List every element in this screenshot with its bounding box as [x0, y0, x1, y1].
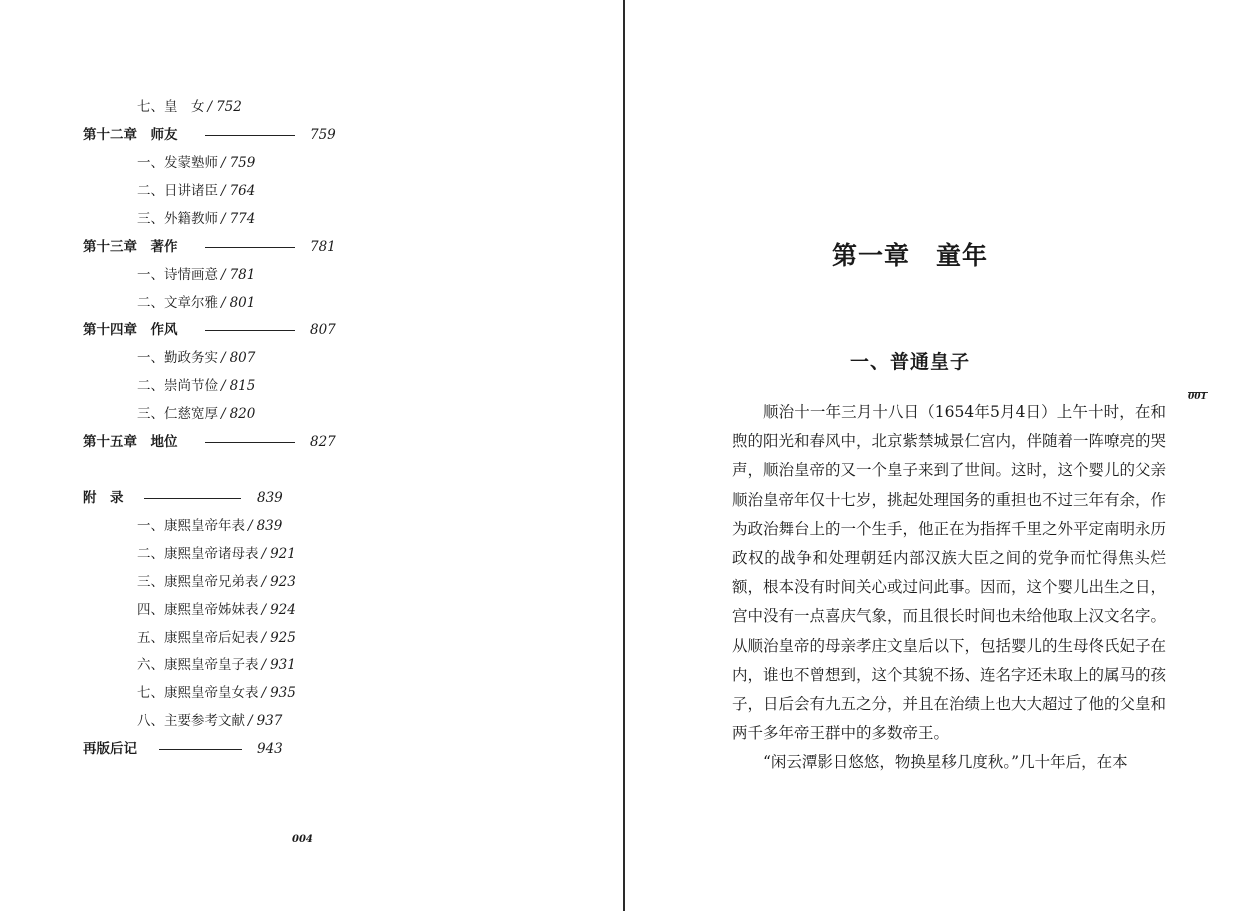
toc-section-label: 一、康熙皇帝年表	[137, 518, 245, 534]
toc-separator: /	[221, 183, 226, 199]
body-text	[732, 398, 1166, 778]
toc-page-number: 921	[270, 546, 296, 562]
toc-page-number: 839	[256, 518, 283, 534]
section-title: 一、普通皇子	[849, 351, 970, 373]
toc-section-label: 三、康熙皇帝兄弟表	[137, 574, 259, 590]
toc-page-number: 781	[310, 239, 336, 255]
toc-page-number: 937	[256, 713, 283, 729]
toc-separator: /	[207, 99, 213, 115]
toc-leader-line	[205, 330, 295, 331]
toc-section-entry	[137, 514, 282, 538]
toc-page-number: 807	[229, 350, 256, 366]
toc-leader-line	[159, 749, 242, 750]
toc-chapter-label: 附 录	[83, 490, 124, 506]
toc-page-number: 943	[257, 741, 283, 757]
toc-page-number: 820	[229, 406, 256, 422]
toc-section-label: 一、诗情画意	[137, 267, 218, 283]
toc-separator: /	[221, 155, 226, 171]
toc-section-label: 三、外籍教师	[137, 211, 218, 227]
toc-section-entry	[137, 291, 255, 315]
toc-chapter-label: 第十四章 作风	[83, 322, 178, 338]
toc-section-entry	[137, 653, 296, 677]
toc-section-label: 五、康熙皇帝后妃表	[137, 630, 259, 646]
toc-leader-line	[205, 247, 295, 248]
toc-chapter-entry	[83, 318, 340, 342]
toc-section-entry	[137, 346, 255, 370]
toc-section-label: 三、仁慈宽厚	[137, 406, 218, 422]
toc-separator: /	[221, 378, 226, 394]
toc-section-entry	[137, 709, 282, 733]
toc-separator: /	[248, 518, 253, 534]
toc-section-label: 一、发蒙塾师	[137, 155, 218, 171]
paragraph: “闲云潭影日悠悠，物换星移几度秋。”几十年后，在本	[763, 753, 1128, 772]
toc-section-label: 七、康熙皇帝皇女表	[137, 685, 259, 701]
toc-page-number: 774	[229, 211, 256, 227]
toc-section-label: 一、勤政务实	[137, 350, 218, 366]
toc-separator: /	[221, 267, 226, 283]
toc-separator: /	[221, 406, 226, 422]
toc-page-number: 764	[229, 183, 256, 199]
toc-section-label: 二、崇尚节俭	[137, 378, 218, 394]
toc-section-label: 二、日讲诸臣	[137, 183, 218, 199]
toc-leader-line	[205, 442, 295, 443]
toc-section-entry	[137, 95, 242, 119]
book-spine	[623, 0, 625, 911]
toc-chapter-label: 再版后记	[83, 741, 137, 757]
paragraph: 顺治十一年三月十八日（1654年5月4日）上午十时，在和煦的阳光和春风中，北京紫禁城景仁宫内，伴随着一阵嘹亮的哭声，顺治皇帝的又一个皇子来到了世间。这时，这个婴儿的父亲顺治皇帝年仅十七岁，挑起处理国务的重担也不过三年有余，作为政治舞台上的一个生手，他正在为指挥千里之外平定南明永历政权的战争和处理朝廷内部汉族大臣之间的党争而忙得焦头烂额，根本没有时间关心或过问此事。因而，这个婴儿出生之日，宫中没有一点喜庆气象，而且很长时间也未给他取上汉文名字。从顺治皇帝的母亲孝庄文皇后以下，包括婴儿的生母佟氏妃子在内，谁也不曾想到，这个其貌不扬、连名字还未取上的属马的孩子，日后会有九五之分，并且在治绩上也大大超过了他的父皇和两千多年帝王群中的多数帝王。	[732, 403, 1167, 743]
toc-section-entry	[137, 598, 296, 622]
toc-page-number: 807	[310, 322, 336, 338]
toc-section-label: 二、康熙皇帝诸母表	[137, 546, 259, 562]
chapter-title: 第一章 童年	[831, 241, 988, 270]
toc-page-number: 801	[229, 295, 256, 311]
toc-section-entry	[137, 626, 296, 650]
toc-separator: /	[261, 685, 267, 701]
toc-section-entry	[137, 542, 296, 566]
toc-chapter-entry	[83, 486, 287, 510]
toc-separator: /	[221, 295, 226, 311]
toc-chapter-entry	[83, 430, 340, 454]
toc-section-entry	[137, 681, 296, 705]
toc-chapter-label: 第十二章 师友	[83, 127, 178, 143]
toc-section-entry	[137, 570, 296, 594]
toc-section-label: 七、皇 女	[137, 99, 205, 115]
toc-page-number: 925	[270, 630, 296, 646]
toc-leader-line	[205, 135, 295, 136]
toc-chapter-entry	[83, 737, 287, 761]
toc-chapter-entry	[83, 235, 340, 259]
toc-separator: /	[221, 211, 226, 227]
toc-section-entry	[137, 179, 255, 203]
toc-page-number: 759	[310, 127, 336, 143]
toc-section-label: 八、主要参考文献	[137, 713, 245, 729]
right-page-number: 001	[1188, 392, 1207, 402]
toc-leader-line	[144, 498, 241, 499]
toc-page-number: 752	[216, 99, 242, 115]
toc-section-label: 四、康熙皇帝姊妹表	[137, 602, 259, 618]
toc-separator: /	[261, 657, 267, 673]
right-page-chapter	[626, 0, 1248, 911]
toc-chapter-label: 第十三章 著作	[83, 239, 178, 255]
toc-page-number: 924	[270, 602, 296, 618]
toc-page-number: 827	[310, 434, 336, 450]
toc-separator: /	[261, 574, 267, 590]
toc-separator: /	[248, 713, 253, 729]
toc-page-number: 839	[257, 490, 283, 506]
toc-separator: /	[221, 350, 226, 366]
toc-page-number: 781	[229, 267, 256, 283]
toc-section-entry	[137, 151, 255, 175]
toc-section-entry	[137, 374, 255, 398]
toc-section-label: 六、康熙皇帝皇子表	[137, 657, 259, 673]
toc-section-entry	[137, 207, 255, 231]
toc-separator: /	[261, 546, 267, 562]
toc-section-entry	[137, 263, 255, 287]
left-page-number: 004	[292, 834, 313, 845]
toc-chapter-label: 第十五章 地位	[83, 434, 178, 450]
toc-separator: /	[261, 602, 267, 618]
toc-page-number: 759	[229, 155, 256, 171]
toc-chapter-entry	[83, 123, 340, 147]
toc-page-number: 815	[229, 378, 256, 394]
toc-page-number: 923	[270, 574, 296, 590]
toc-separator: /	[261, 630, 267, 646]
toc-section-label: 二、文章尔雅	[137, 295, 218, 311]
toc-page-number: 931	[270, 657, 296, 673]
toc-page-number: 935	[270, 685, 296, 701]
toc-section-entry	[137, 402, 255, 426]
